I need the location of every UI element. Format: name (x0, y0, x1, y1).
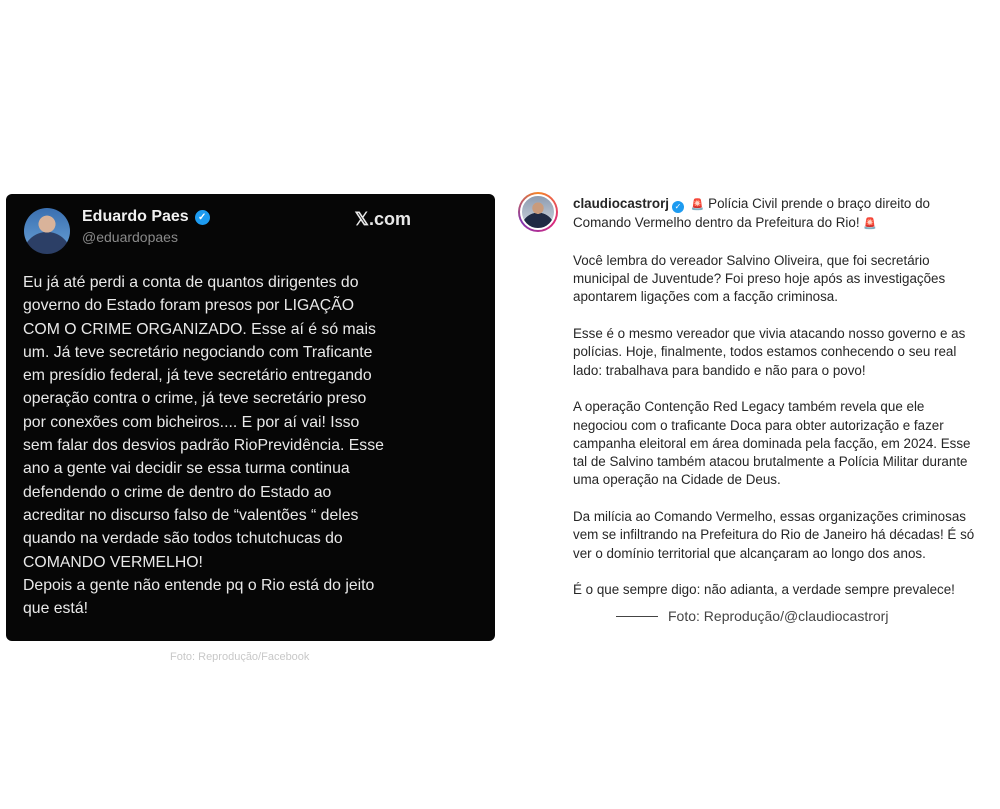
post-text: Eu já até perdi a conta de quantos dirigentes do governo do Estado foram presos por LIGAÇÃO COM O CRIME ORGANIZADO. Esse aí é só mais um. Já teve secretário negociando com Traficante em presídio federal, já teve secretário entregando operação contra o crime, já teve secretário preso por conexões com bicheiros.... E por aí vai! Isso sem falar dos desvios padrão RioPrevidência. Esse ano a gente vai decidir se essa turma continua defendendo o crime de dentro do Estado ao acreditar no discurso falso de “valentões “ deles quando na verdade são todos tchutchucas do COMANDO VERMELHO! Depois a gente não entende pq o Rio está do jeito que está! (23, 274, 384, 618)
verified-badge-icon: ✓ (672, 201, 684, 213)
caption-paragraph: A operação Contenção Red Legacy também revela que ele negociou com o traficante Doca para obter autorização e fazer campanha eleitoral em área dominada pela facção, em 2024. Esse tal de Salvino também atacou brutalmente a Polícia Militar durante uma operação na Cidade de Deus. (573, 399, 971, 488)
post-caption (573, 195, 978, 618)
username-link[interactable]: claudiocastrorj (573, 196, 669, 211)
siren-icon: 🚨 (863, 217, 878, 231)
photo-credit-caption: Foto: Reprodução/Facebook (170, 652, 310, 662)
post-headline-paragraph (573, 195, 978, 234)
caption-paragraph: Da milícia ao Comando Vermelho, essas organizações criminosas vem se infiltrando na Prefeitura do Rio de Janeiro há décadas! É só ver o domínio territorial que alcançaram ao longo dos anos. (573, 509, 975, 561)
avatar[interactable] (24, 208, 70, 254)
x-logo-icon: 𝕏.com (354, 209, 411, 229)
caption-paragraph: É o que sempre digo: não adianta, a verdade sempre prevalece! (573, 582, 955, 598)
photo-credit-caption (616, 608, 888, 624)
caption-text: Foto: Reprodução/@claudiocastrorj (668, 608, 889, 624)
author-name[interactable]: Eduardo Paes (82, 208, 189, 225)
caption-paragraph: Esse é o mesmo vereador que vivia atacando nosso governo e as polícias. Hoje, finalmente, todos estamos conhecendo o seu real lado: trabalhava para bandido e não para o povo! (573, 326, 966, 378)
author-row (82, 208, 210, 226)
post-headline: Polícia Civil prende o braço direito do Comando Vermelho dentro da Prefeitura do Rio! (573, 196, 930, 231)
author-handle[interactable]: @eduardopaes (82, 229, 178, 245)
x-post-card (6, 194, 495, 641)
verified-badge-icon: ✓ (195, 210, 210, 225)
instagram-post (512, 186, 982, 598)
caption-dash (616, 616, 658, 617)
avatar[interactable] (518, 192, 558, 232)
avatar-photo (520, 194, 556, 230)
siren-icon: 🚨 (690, 198, 705, 211)
caption-paragraph: Você lembra do vereador Salvino Oliveira, que foi secretário municipal de Juventude? Foi preso hoje após as investigações apontarem ligações com a facção criminosa. (573, 252, 946, 305)
